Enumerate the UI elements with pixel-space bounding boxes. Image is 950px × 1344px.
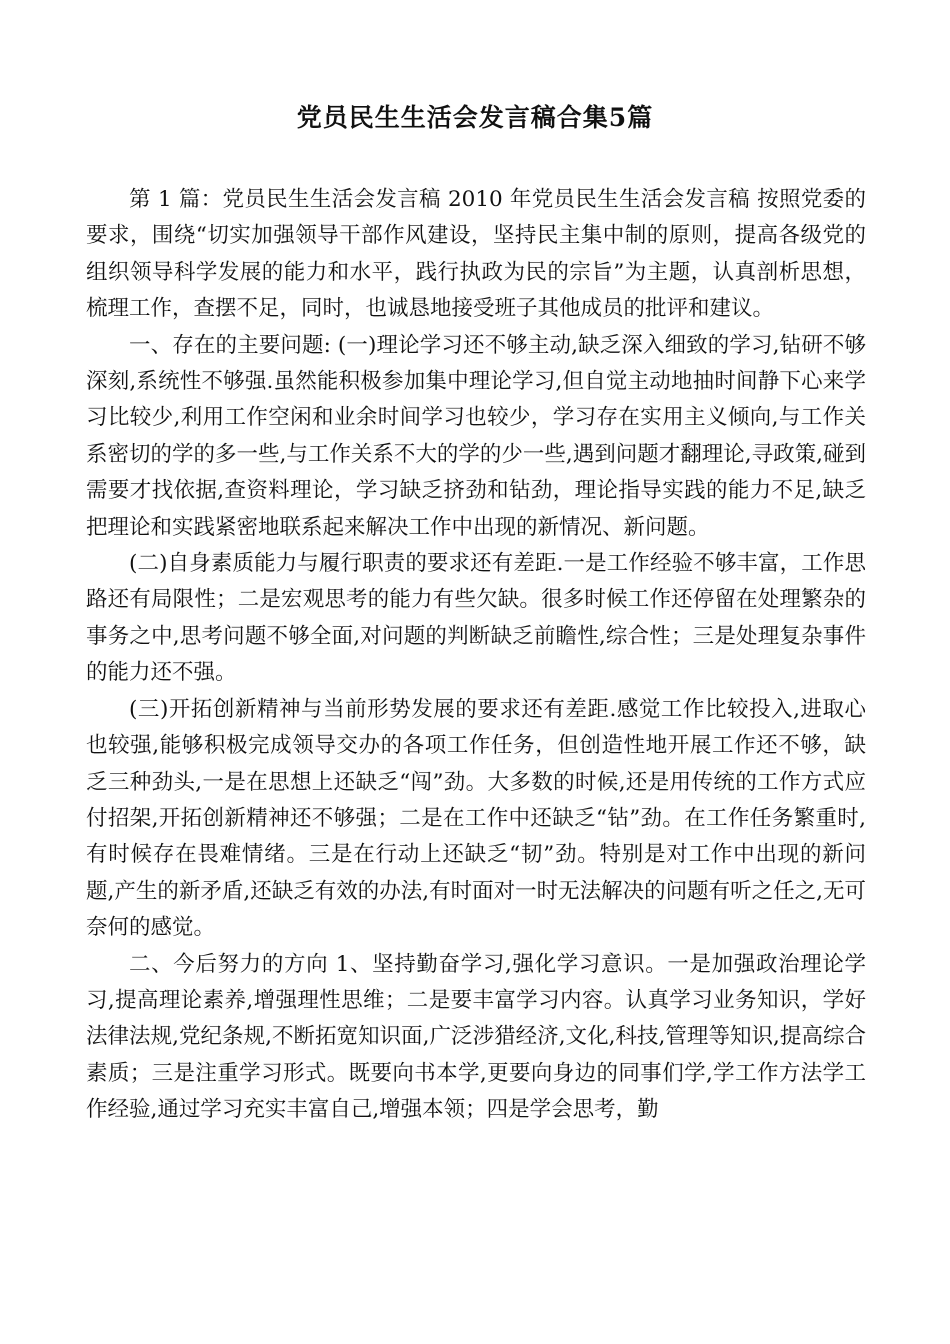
- paragraph-ability-gap: (二)自身素质能力与履行职责的要求还有差距.一是工作经验不够丰富，工作思路还有局限性；二是宏观思考的能力有些欠缺。很多时候工作还停留在处理繁杂的事务之中,思考问题不够全面,对问题的判断缺乏前瞻性,综合性；三是处理复杂事件的能力还不强。: [86, 551, 866, 686]
- paragraph-intro: 第 1 篇：党员民生生活会发言稿 2010 年党员民生生活会发言稿 按照党委的要求，围绕“切实加强领导干部作风建设，坚持民主集中制的原则，提高各级党的组织领导科学发展的能力和水平，践行执政为民的宗旨”为主题，认真剖析思想，梳理工作，查摆不足，同时，也诚恳地接受班子其他成员的批评和建议。: [86, 187, 866, 322]
- paragraph-future-direction: 二、今后努力的方向 1、坚持勤奋学习,强化学习意识。一是加强政治理论学习,提高理论素养,增强理性思维；二是要丰富学习内容。认真学习业务知识，学好法律法规,党纪条规,不断拓宽知识面,广泛涉猎经济,文化,科技,管理等知识,提高综合素质；三是注重学习形式。既要向书本学,更要向身边的同事们学,学工作方法学工作经验,通过学习充实丰富自己,增强本领；四是学会思考，勤: [86, 951, 866, 1123]
- document-body: [86, 182, 866, 1129]
- paragraph-problems: 一、存在的主要问题: (一)理论学习还不够主动,缺乏深入细致的学习,钻研不够深刻,系统性不够强.虽然能积极参加集中理论学习,但自觉主动地抽时间静下心来学习比较少,利用工作空闲和业余时间学习也较少，学习存在实用主义倾向,与工作关系密切的学的多一些,与工作关系不大的学的少一些,遇到问题才翻理论,寻政策,碰到需要才找依据,查资料理论，学习缺乏挤劲和钻劲，理论指导实践的能力不足,缺乏把理论和实践紧密地联系起来解决工作中出现的新情况、新问题。: [86, 332, 866, 540]
- document-title: 党员民生生活会发言稿合集5篇: [296, 103, 654, 132]
- paragraph-innovation-gap: (三)开拓创新精神与当前形势发展的要求还有差距.感觉工作比较投入,进取心也较强,能够积极完成领导交办的各项工作任务，但创造性地开展工作还不够，缺乏三种劲头,一是在思想上还缺乏“闯”劲。大多数的时候,还是用传统的工作方式应付招架,开拓创新精神还不够强；二是在工作中还缺乏“钻”劲。在工作任务繁重时,有时候存在畏难情绪。三是在行动上还缺乏“韧”劲。特别是对工作中出现的新问题,产生的新矛盾,还缺乏有效的办法,有时面对一时无法解决的问题有听之任之,无可奈何的感觉。: [86, 696, 866, 941]
